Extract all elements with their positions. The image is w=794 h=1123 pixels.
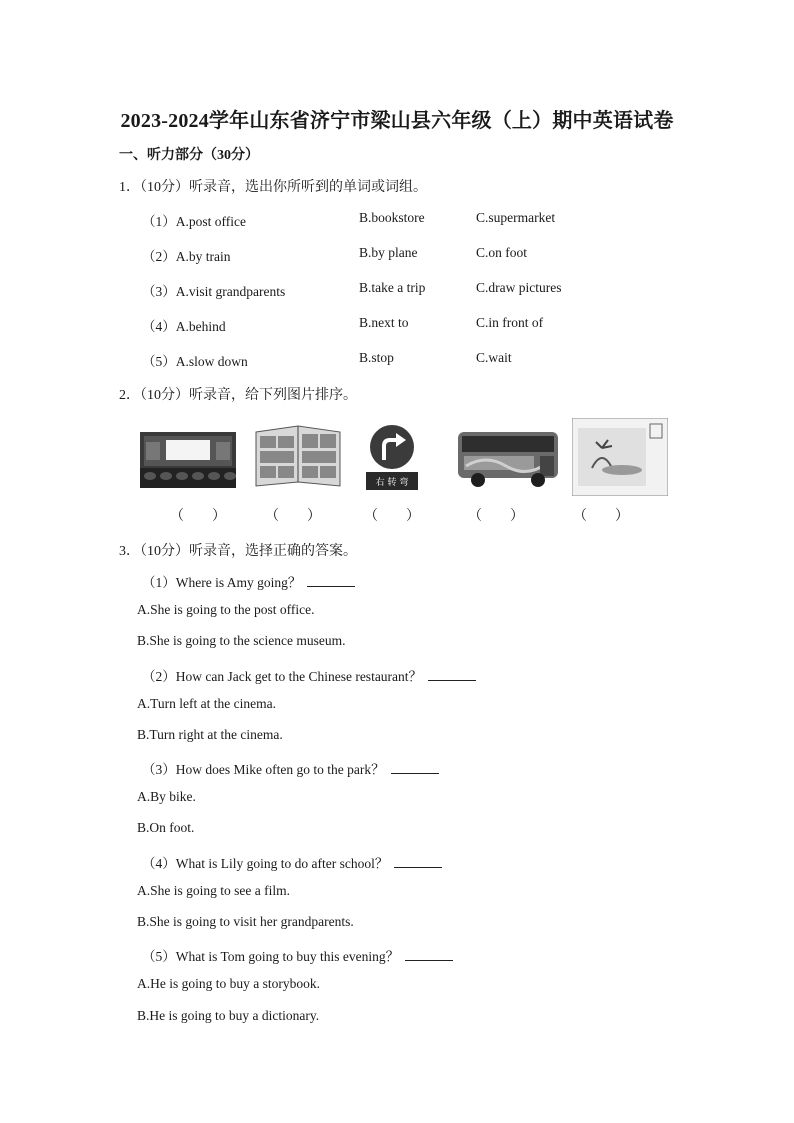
q2-answer-blank-2[interactable]: （ ）	[265, 509, 321, 524]
q2-answer-blank-5[interactable]: （ ）	[573, 509, 629, 524]
q1-row-4-a: （4）A.behind	[142, 319, 226, 334]
q3-item-4-blank[interactable]	[394, 855, 442, 868]
q3-item-4-option-a: A.She is going to see a film.	[137, 883, 290, 898]
q3-item-2-blank[interactable]	[428, 668, 476, 681]
q3-item-3-blank[interactable]	[391, 761, 439, 774]
q1-row-2-a: （2）A.by train	[142, 249, 231, 264]
turn-right-sign-text: 右 转 弯	[375, 478, 409, 488]
q2-answer-blank-4[interactable]: （ ）	[468, 509, 524, 524]
q1-row-5-c: C.wait	[476, 350, 512, 365]
q3-item-2-question: （2）How can Jack get to the Chinese restaurant？	[142, 665, 476, 685]
page-title: 2023-2024学年山东省济宁市梁山县六年级（上）期中英语试卷	[120, 110, 674, 132]
q3-item-1-question: （1）Where is Amy going？	[142, 571, 355, 591]
q1-row-3-b: B.take a trip	[359, 280, 426, 295]
comic-book-picture	[254, 424, 342, 490]
section-heading-listening: 一、听力部分（30分）	[119, 148, 259, 163]
q1-row-3-c: C.draw pictures	[476, 280, 562, 295]
q1-row-2-c: C.on foot	[476, 245, 528, 260]
q3-item-3-option-a: A.By bike.	[137, 789, 196, 804]
q3-item-5-question: （5）What is Tom going to buy this evening？	[142, 945, 453, 965]
question-1-stem: 1．（10分）听录音，选出你所听到的单词或词组。	[119, 180, 427, 195]
q1-row-5-a: （5）A.slow down	[142, 354, 248, 369]
q1-row-4-b: B.next to	[359, 315, 409, 330]
q1-row-5-b: B.stop	[359, 350, 394, 365]
q3-item-1-option-a: A.She is going to the post office.	[137, 602, 315, 617]
q3-item-5-option-b: B.He is going to buy a dictionary.	[137, 1008, 320, 1023]
q3-item-1-blank[interactable]	[307, 574, 355, 587]
q3-item-2-option-a: A.Turn left at the cinema.	[137, 696, 276, 711]
question-3-stem: 3．（10分）听录音，选择正确的答案。	[119, 544, 357, 559]
q3-item-5-blank[interactable]	[405, 948, 453, 961]
bus-picture	[456, 426, 562, 490]
q1-row-4-c: C.in front of	[476, 315, 544, 330]
q3-item-3-option-b: B.On foot.	[137, 820, 195, 835]
q3-item-1-option-b: B.She is going to the science museum.	[137, 633, 346, 648]
q3-item-5-option-a: A.He is going to buy a storybook.	[137, 976, 320, 991]
q3-item-2-option-b: B.Turn right at the cinema.	[137, 727, 283, 742]
q1-row-3-a: （3）A.visit grandparents	[142, 284, 286, 299]
question-2-stem: 2．（10分）听录音，给下列图片排序。	[119, 388, 357, 403]
q3-item-4-question: （4）What is Lily going to do after school？	[142, 852, 442, 872]
q1-row-1-c: C.supermarket	[476, 210, 556, 225]
q3-item-3-question: （3）How does Mike often go to the park？	[142, 758, 439, 778]
q2-answer-blank-3[interactable]: （ ）	[364, 509, 420, 524]
q1-row-1-b: B.bookstore	[359, 210, 425, 225]
q1-row-2-b: B.by plane	[359, 245, 418, 260]
q2-answer-blank-1[interactable]: （ ）	[170, 509, 226, 524]
question-2-pictures	[138, 414, 668, 498]
q3-item-4-option-b: B.She is going to visit her grandparents.	[137, 914, 354, 929]
cinema-picture	[140, 432, 236, 488]
postcard-picture	[572, 418, 668, 496]
q1-row-1-a: （1）A.post office	[142, 214, 246, 229]
